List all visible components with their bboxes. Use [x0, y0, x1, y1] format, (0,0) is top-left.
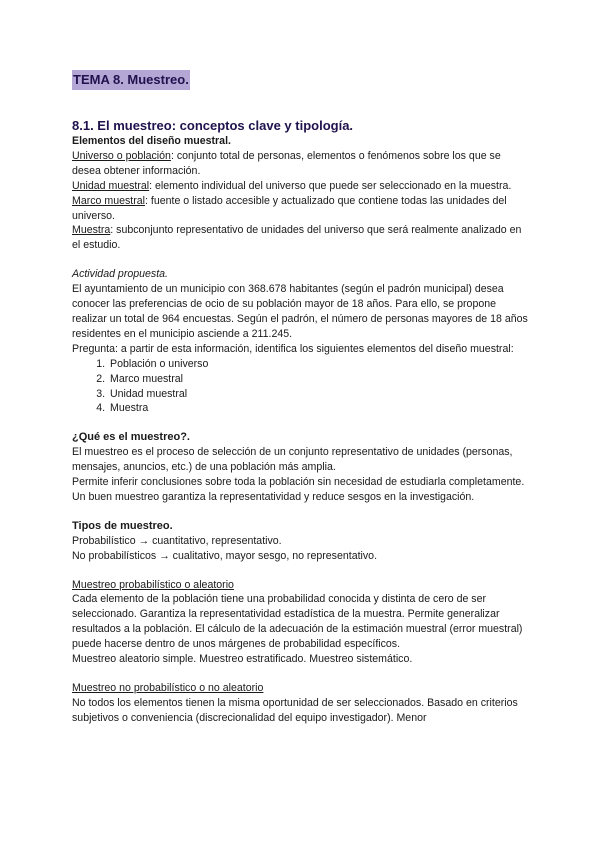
tipos-line: Probabilístico → cuantitativo, representativo. — [72, 534, 282, 547]
def-muestra-text: : subconjunto representativo de unidades del universo que será realmente analizado en el estudio. — [72, 224, 522, 252]
list-item: 1. Población o universo — [108, 357, 532, 372]
definition-unidad — [72, 179, 532, 194]
tema-title: TEMA 8. Muestreo. — [72, 70, 190, 90]
prob-heading: Muestreo probabilístico o aleatorio — [72, 578, 234, 591]
noprob-heading: Muestreo no probabilístico o no aleatorio — [72, 682, 264, 694]
actividad-label: Actividad propuesta. — [72, 268, 168, 281]
prob-types: Muestreo aleatorio simple. Muestreo estratificado. Muestreo sistemático. — [72, 653, 413, 666]
que-es-line: El muestreo es el proceso de selección de un conjunto representativo de unidades (personas, mensajes, anuncios, etc.) de una población más amplia. — [72, 446, 513, 474]
definition-universo — [72, 149, 532, 179]
que-es-line: Permite inferir conclusiones sobre toda la población sin necesidad de estudiarla completamente. — [72, 476, 525, 489]
tipos-line: No probabilísticos → cualitativo, mayor sesgo, no representativo. — [72, 549, 378, 562]
que-es-heading: ¿Qué es el muestreo?. — [72, 431, 190, 444]
actividad-text: El ayuntamiento de un municipio con 368.678 habitantes (según el padrón municipal) desea conocer las preferencias de ocio de su población mayor de 18 años. Para ello, se propone realizar un total de 964 encuestas. Según el padrón, el número de personas mayores de 18 años residentes en el municipio asciende a 211.245. — [72, 283, 528, 340]
section-title: 8.1. El muestreo: conceptos clave y tipología. — [72, 118, 354, 133]
definition-marco — [72, 194, 532, 224]
elements-list — [72, 357, 532, 417]
pregunta-text: Pregunta: a partir de esta información, identifica los siguientes elementos del diseño muestral: — [72, 342, 514, 355]
def-universo-text: : conjunto total de personas, elementos o fenómenos sobre los que se desea obtener información. — [72, 149, 501, 177]
term-universo: Universo o población — [72, 149, 171, 162]
list-item: 3. Unidad muestral — [108, 387, 532, 402]
document-content — [72, 70, 532, 726]
noprob-text: No todos los elementos tienen la misma oportunidad de ser seleccionados. Basado en criterios subjetivos o conveniencia (discrecionalidad del equipo investigador). Menor — [72, 696, 518, 724]
term-muestra: Muestra — [72, 224, 111, 237]
def-marco-text: : fuente o listado accesible y actualizado que contiene todas las unidades del universo. — [72, 194, 507, 222]
que-es-line: Un buen muestreo garantiza la representatividad y reduce sesgos en la investigación. — [72, 490, 475, 503]
def-unidad-text: : elemento individual del universo que puede ser seleccionado en la muestra. — [149, 179, 512, 192]
term-marco: Marco muestral — [72, 194, 145, 207]
term-unidad: Unidad muestral — [72, 179, 150, 192]
tipos-heading: Tipos de muestreo. — [72, 519, 173, 532]
list-item: 4. Muestra — [108, 401, 532, 416]
elementos-heading: Elementos del diseño muestral. — [72, 135, 231, 147]
prob-text: Cada elemento de la población tiene una probabilidad conocida y distinta de cero de ser seleccionado. Garantiza la representatividad estadística de la muestra. Permite generalizar resultados a la población. El cálculo de la adecuación de la estimación muestral (error muestral) puede hacerse dentro de unos márgenes de probabilidad específicos. — [72, 593, 523, 651]
definition-muestra — [72, 223, 532, 253]
list-item: 2. Marco muestral — [108, 372, 532, 387]
